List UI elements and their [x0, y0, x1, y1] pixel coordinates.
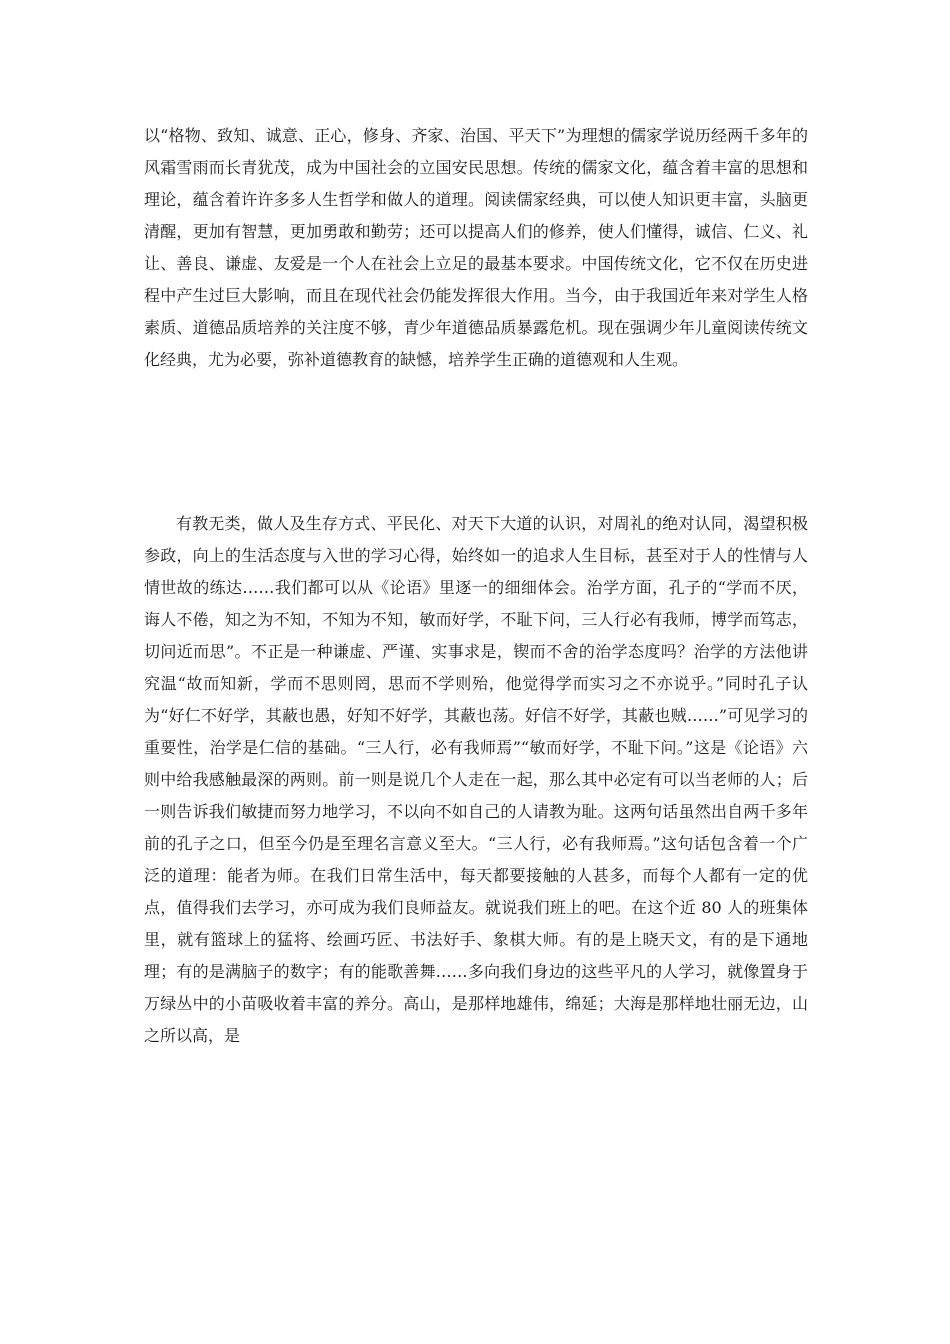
paragraph-analects-learning: 有教无类，做人及生存方式、平民化、对天下大道的认识，对周礼的绝对认同，渴望积极参政，向上的生活态度与入世的学习心得，始终如一的追求人生目标，甚至对于人的性情与人情世故的练达……我们都可以从《论语》里逐一的细细体会。治学方面，孔子的“学而不厌，诲人不倦，知之为不知，不知为不知，敏而好学，不耻下问，三人行必有我师，博学而笃志，切问近而思”。不正是一种谦虚、严谨、实事求是，锲而不舍的治学态度吗？治学的方法他讲究温“故而知新，学而不思则罔，思而不学则殆，他觉得学而实习之不亦说乎。”同时孔子认为“好仁不好学，其蔽也愚，好知不好学，其蔽也荡。好信不好学，其蔽也贼……”可见学习的重要性，治学是仁信的基础。“三人行，必有我师焉”“敏而好学，不耻下问。”这是《论语》六则中给我感触最深的两则。前一则是说几个人走在一起，那么其中必定有可以当老师的人；后一则告诉我们敏捷而努力地学习，不以向不如自己的人请教为耻。这两句话虽然出自两千多年前的孔子之口，但至今仍是至理名言意义至大。“三人行，必有我师焉。”这句话包含着一个广泛的道理：能者为师。在我们日常生活中，每天都要接触的人甚多，而每个人都有一定的优点，值得我们去学习，亦可成为我们良师益友。就说我们班上的吧。在这个近 80 人的班集体里，就有篮球上的猛将、绘画巧匠、书法好手、象棋大师。有的是上晓天文，有的是下通地理；有的是满脑子的数字；有的能歌善舞……多向我们身边的这些平凡的人学习，就像置身于万绿丛中的小苗吸收着丰富的养分。高山，是那样地雄伟，绵延；大海是那样地壮丽无边，山之所以高，是 [144, 514, 808, 1045]
paragraph-confucian-culture: 以“格物、致知、诚意、正心，修身、齐家、治国、平天下”为理想的儒家学说历经两千多年的风霜雪雨而长青犹茂，成为中国社会的立国安民思想。传统的儒家文化，蕴含着丰富的思想和理论，蕴含着许许多多人生哲学和做人的道理。阅读儒家经典，可以使人知识更丰富，头脑更清醒，更加有智慧，更加勇敢和勤劳；还可以提高人们的修养，使人们懂得，诚信、仁义、礼让、善良、谦虚、友爱是一个人在社会上立足的最基本要求。中国传统文化，它不仅在历史进程中产生过巨大影响，而且在现代社会仍能发挥很大作用。当今，由于我国近年来对学生人格素质、道德品质培养的关注度不够，青少年道德品质暴露危机。现在强调少年儿童阅读传统文化经典，尤为必要，弥补道德教育的缺憾，培养学生正确的道德观和人生观。 [144, 126, 808, 369]
